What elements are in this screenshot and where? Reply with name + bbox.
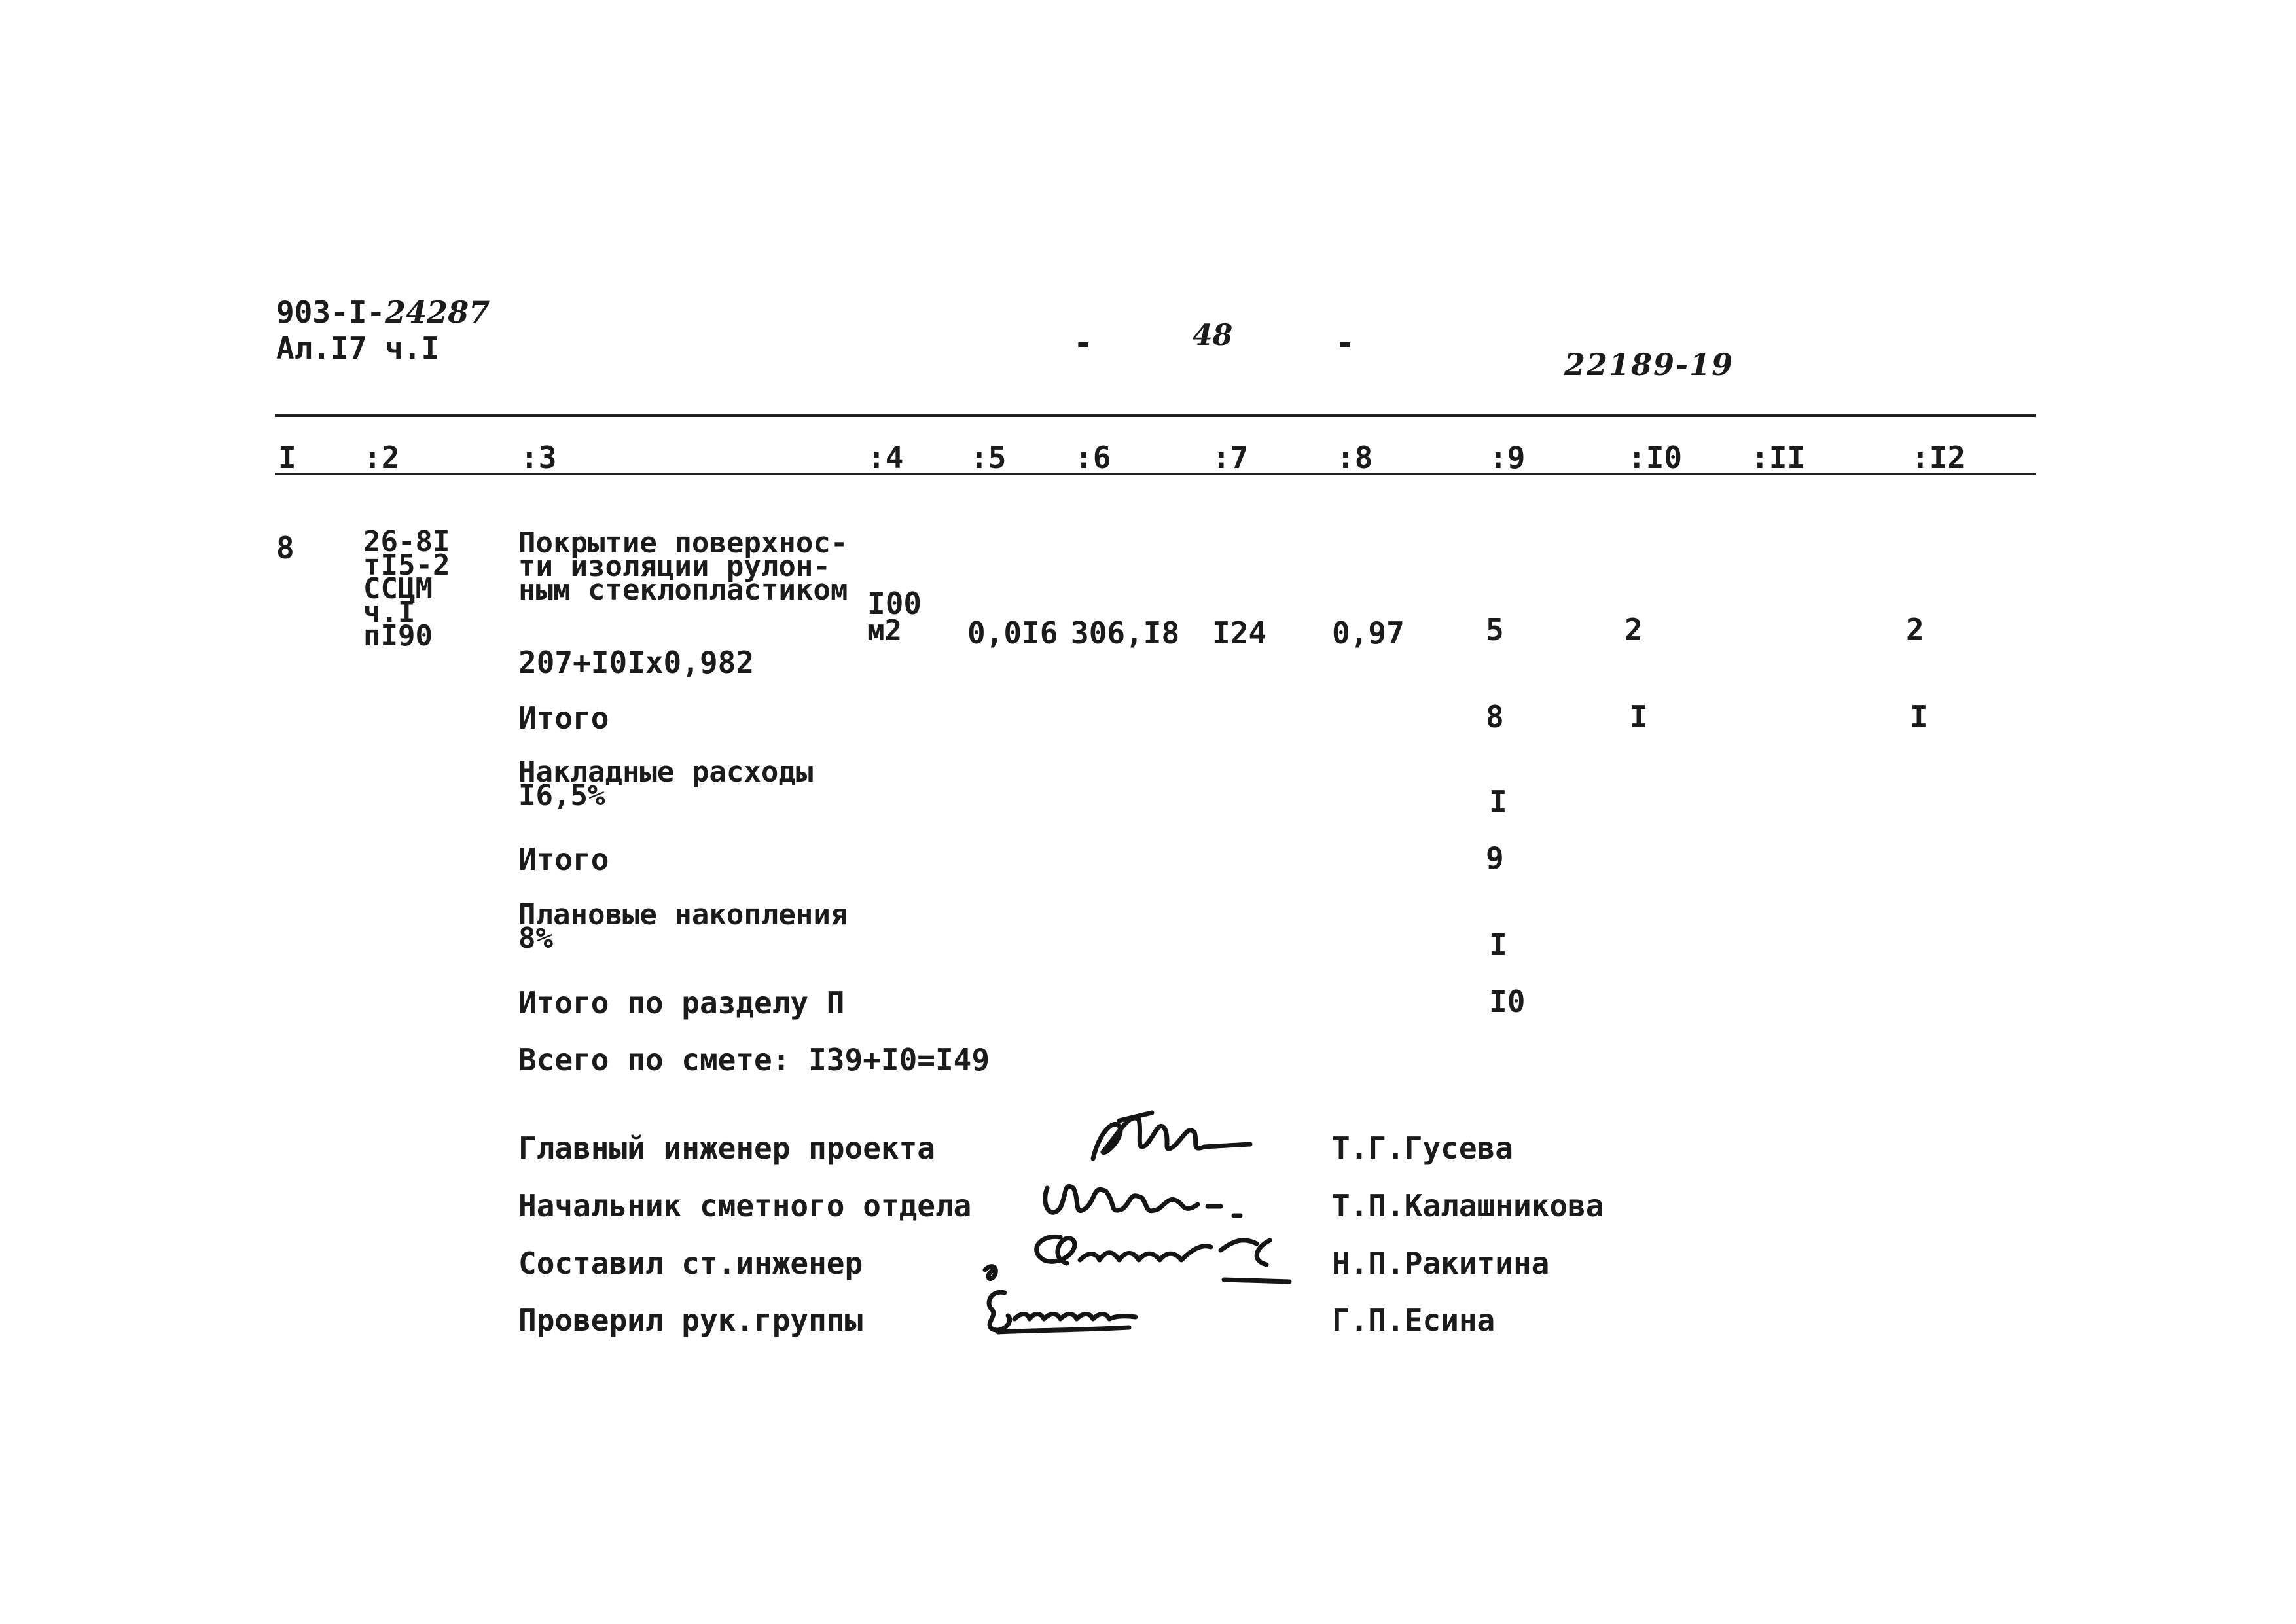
summary-col9: I [1489,927,1507,962]
normative-code-line: тI5-2 [363,549,450,582]
document-code-printed: 903-I- [276,295,386,330]
unit-measure: м2 [867,614,902,647]
unit-quantity: I00 [867,586,922,621]
cell-col8: 0,97 [1332,615,1405,651]
work-description-line: ным стеклопластиком [518,573,848,607]
signatory-name: Г.П.Есина [1332,1303,1496,1338]
column-header: :9 [1489,440,1526,475]
normative-code-line: ч.I [363,596,416,629]
page-number: 48 [1193,319,1233,352]
column-header: :II [1751,440,1806,475]
page-dash-right: - [1335,324,1355,362]
normative-code [363,525,450,653]
work-description [518,526,848,607]
document-code [276,295,490,330]
work-description-line: ти изоляции рулон- [518,550,831,583]
signatory-role: Составил ст.инженер [518,1246,863,1281]
column-header: :7 [1212,440,1249,475]
register-number: 22189-19 [1564,347,1734,382]
signatory-role: Главный инженер проекта [518,1130,935,1166]
summary-label [518,898,848,955]
cell-col9: 5 [1486,612,1504,647]
summary-label: Итого [518,842,609,877]
summary-label-line: Накладные расходы [518,755,814,789]
header-top-rule [275,414,2036,417]
signature-esina [978,1283,1149,1335]
column-header: I [278,440,296,475]
column-header: :5 [970,440,1007,475]
normative-code-line: ССЦМ [363,572,433,605]
column-header: :I0 [1628,440,1683,475]
summary-col9: I0 [1489,984,1526,1019]
summary-label-line: I6,5% [518,779,605,812]
summary-label-line: Плановые накопления [518,898,848,931]
signature-gusev [1080,1106,1263,1172]
row-number: 8 [276,530,295,566]
normative-code-line: пI90 [363,619,433,653]
document-code-handwritten: 24287 [385,295,490,330]
cell-col10: 2 [1624,612,1643,647]
summary-col9: 9 [1486,840,1504,876]
cell-col7: I24 [1212,615,1267,651]
cell-col5: 0,0I6 [967,615,1058,651]
column-header: :3 [520,440,557,475]
work-description-line: Покрытие поверхнос- [518,526,848,560]
calculation-formula: 207+I0Ix0,982 [518,645,755,680]
column-header: :2 [363,440,400,475]
summary-label: Итого [518,700,609,736]
signatory-name: Т.П.Калашникова [1332,1188,1604,1223]
column-header: :6 [1075,440,1111,475]
page-dash-left: - [1073,324,1094,362]
signatory-name: Т.Г.Гусева [1332,1130,1513,1166]
summary-col12: I [1910,699,1928,734]
normative-code-line: 26-8I [363,525,450,558]
cell-col6: 306,I8 [1071,615,1180,651]
column-header: :4 [867,440,904,475]
signature-kalashnikova [1034,1168,1257,1231]
summary-label [518,755,814,812]
album-label: Ал.I7 ч.I [276,331,440,366]
grand-total: Всего по смете: I39+I0=I49 [518,1042,990,1077]
summary-label: Итого по разделу П [518,985,845,1020]
signatory-role: Начальник сметного отдела [518,1188,972,1223]
column-header: :8 [1336,440,1373,475]
cell-col12: 2 [1906,612,1924,647]
summary-col9: 8 [1486,699,1504,734]
signatory-name: Н.П.Ракитина [1332,1246,1550,1281]
summary-label-line: 8% [518,922,553,955]
column-header: :I2 [1911,440,1966,475]
summary-col10: I [1630,699,1648,734]
summary-col9: I [1489,784,1507,820]
signatory-role: Проверил рук.группы [518,1303,863,1338]
